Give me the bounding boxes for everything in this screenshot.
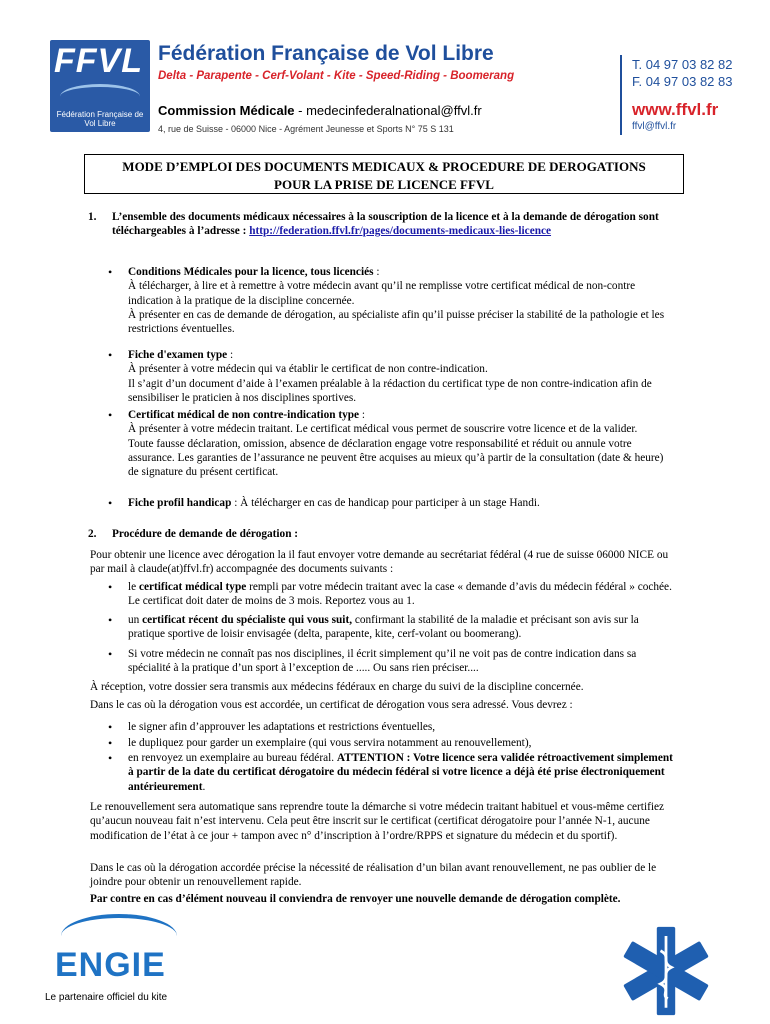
section-2-heading: Procédure de demande de dérogation : [112,528,299,540]
bullet: • [108,408,113,422]
list-item: le dupliquez pour garder un exemplaire (qui vous servira notamment au renouvellement), [128,737,532,749]
paragraph: Le renouvellement sera automatique sans reprendre toute la démarche si votre médecin traitant habituel et vous-même certifiez qu’aucun nouveau fait n’est intervenu. Cela peut être inscrit sur le certificat (certificat dérogatoire pour l’année N-1, aucune modification de l’état à ce jour + tampon avec n° d’inscription à l’ordre/RPPS et signature du médecin et du sportif). [90,801,665,842]
section-1-intro: L’ensemble des documents médicaux nécessaires à la souscription de la licence et à la demande de dérogation sont téléchargeables à l’adresse : http://federation.ffvl.fr/pages/documents-medicaux-lies-licence [112,211,659,238]
bullet: • [108,736,113,750]
phone-block [632,56,732,90]
divider [620,55,622,135]
list-item: en renvoyez un exemplaire au bureau fédéral. ATTENTION : Votre licence sera validée rétroactivement simplement à partir de la date du certificat dérogatoire du médecin fédéral si votre licence a déjà été prise électroniquement antérieurement. [128,752,673,793]
tel: T. 04 97 03 82 82 [632,57,733,72]
bullet: • [108,265,113,279]
engie-tagline: Le partenaire officiel du kite [45,992,168,1003]
bullet: • [108,613,113,627]
paragraph: Pour obtenir une licence avec dérogation la il faut envoyer votre demande au secrétariat fédéral (4 rue de suisse 06000 NICE ou par mail à claude(at)ffvl.fr) accompagnée des documents suivants : [90,549,669,576]
disciplines: Delta - Parapente - Cerf-Volant - Kite - Speed-Riding - Boomerang [158,70,515,82]
bullet: • [108,647,113,661]
document-title: MODE D’EMPLOI DES DOCUMENTS MEDICAUX & PROCEDURE DE DEROGATIONS POUR LA PRISE DE LICENCE FFVL [84,154,684,194]
list-item: Fiche d'examen type : À présenter à votre médecin qui va établir le certificat de non contre-indication. Il s’agit d’un document d’aide à l’examen préalable à la rédaction du certificat type de non contre-indication afin de sensibiliser le praticien à nos disciplines sportives. [128,349,652,404]
list-item: Si votre médecin ne connaît pas nos disciplines, il écrit simplement qu’il ne voit pas de contre indication dans sa spécialité à la pratique d’un sport à l’exception de ..... Ou sans rien préciser.... [128,648,637,675]
website-link[interactable]: www.ffvl.fr [632,100,719,119]
address: 4, rue de Suisse - 06000 Nice - Agrément Jeunesse et Sports N° 75 S 131 [158,124,454,134]
list-item: le signer afin d’approuver les adaptations et restrictions éventuelles, [128,721,436,733]
bullet: • [108,580,113,594]
letterhead [0,0,770,140]
star-of-life-icon [620,925,712,1017]
list-item: Fiche profil handicap : À télécharger en cas de handicap pour participer à un stage Handi. [128,497,540,509]
paragraph-bold: Par contre en cas d’élément nouveau il conviendra de renvoyer une nouvelle demande de dérogation complète. [90,893,621,905]
section-2-number: 2. [88,528,97,540]
bullet: • [108,751,113,765]
documents-link[interactable]: http://federation.ffvl.fr/pages/documents-medicaux-lies-licence [249,225,552,238]
paragraph: Dans le cas où la dérogation accordée précise la nécessité de réalisation d’un bilan avant renouvellement, ne pas oublier de le joindre pour obtenir un renouvellement rapide. [90,862,657,889]
wing-shape [60,84,140,109]
bullet: • [108,496,113,510]
paragraph: Dans le cas où la dérogation vous est accordée, un certificat de dérogation vous sera adressé. Vous devrez : [90,699,573,711]
engie-logo: ENGIE Le partenaire officiel du kite [45,910,245,1010]
federation-name: Fédération Française de Vol Libre [158,42,494,65]
list-item: le certificat médical type rempli par votre médecin traitant avec la case « demande d’avis du médecin fédéral » cochée. Le certificat doit dater de moins de 3 mois. Reportez vous au 1. [128,581,672,608]
email-link[interactable]: ffvl@ffvl.fr [632,121,677,132]
fax: F. 04 97 03 82 83 [632,74,733,89]
bullet: • [108,348,113,362]
list-item: Conditions Médicales pour la licence, tous licenciés : À télécharger, à lire et à remettre à votre médecin avant qu’il ne remplisse votre certificat médical de non-contre indication à la pratique de la discipline concernée. À présenter en cas de demande de dérogation, au spécialiste afin qu’il puisse préciser la stabilité de la pathologie et les restrictions éventuelles. [128,266,665,336]
paragraph: À réception, votre dossier sera transmis aux médecins fédéraux en charge du suivi de la discipline concernée. [90,681,584,693]
list-item: Certificat médical de non contre-indication type : À présenter à votre médecin traitant. Le certificat médical vous permet de souscrire votre licence et de la valider. Toute fausse déclaration, omission, absence de déclaration engage votre responsabilité et réduit ou annule votre assurance. Les garanties de l’assurance ne peuvent être acquises au mieux qu’à partir de la consultation (date & heure) de signature du présent certificat. [128,409,664,479]
ffvl-logo: FFVL Fédération Française de Vol Libre [50,40,150,132]
bullet: • [108,720,113,734]
section-1-number: 1. [88,211,97,223]
list-item: un certificat récent du spécialiste qui vous suit, confirmant la stabilité de la maladie et précisant son avis sur la pratique sportive de loisir envisagée (delta, parapente, kite, cerf-volant ou boomerang). [128,614,639,641]
commission-line: Commission Médicale - medecinfederalnational@ffvl.fr [158,103,482,118]
